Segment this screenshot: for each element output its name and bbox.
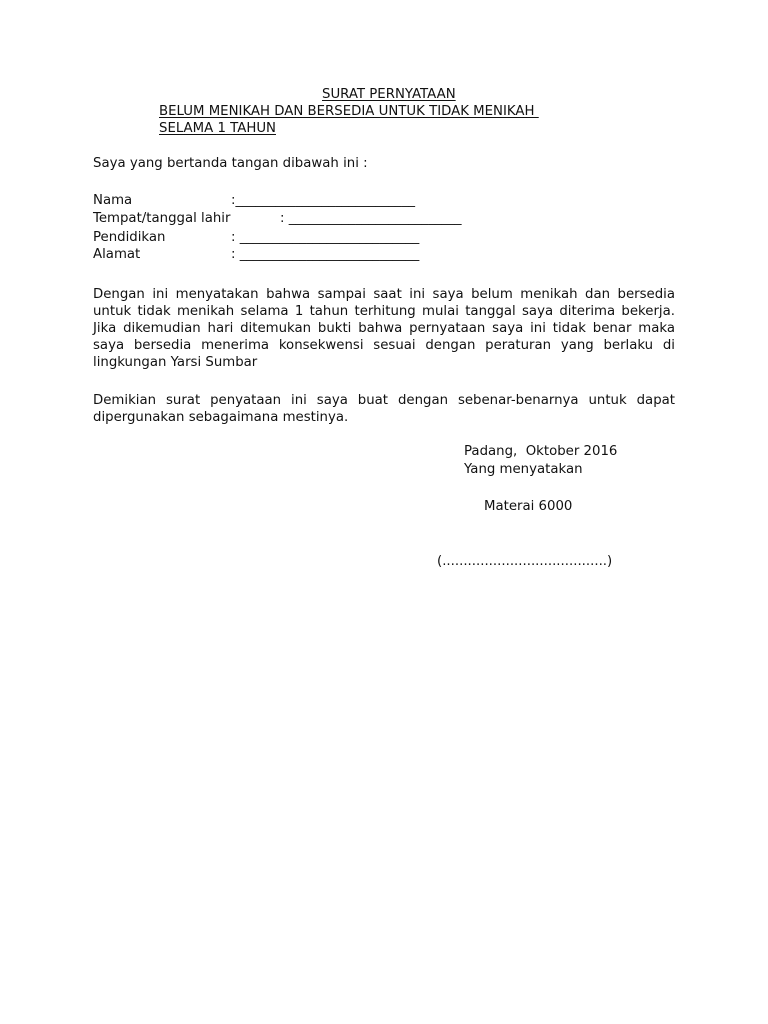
closing-paragraph: Demikian surat penyataan ini saya buat dengan sebenar-benarnya untuk dapat dipergunakan sebagaimana mestinya. [93,393,675,425]
statement-paragraph: Dengan ini menyatakan bahwa sampai saat ini saya belum menikah dan bersedia untuk tidak menikah selama 1 tahun terhitung mulai tanggal saya diterima bekerja. Jika dikemudian hari ditemukan bukti bahwa pernyataan saya ini tidak benar maka saya bersedia menerima konsekwensi sesuai dengan peraturan yang berlaku di lingkungan Yarsi Sumbar [93,287,675,370]
document-title: SURAT PERNYATAAN [322,87,456,102]
field-label-tempat-tanggal-lahir: Tempat/tanggal lahir [93,211,231,226]
field-line-alamat: : ___________________________ [231,247,420,262]
field-line-nama: :___________________________ [231,193,415,208]
signature-name-placeholder: (.......................................) [437,554,613,569]
field-label-alamat: Alamat [93,247,141,262]
document-subtitle-line-2: SELAMA 1 TAHUN [159,121,276,136]
document-subtitle-line-1: BELUM MENIKAH DAN BERSEDIA UNTUK TIDAK MENIKAH [159,104,539,119]
signature-role: Yang menyatakan [464,462,583,477]
field-label-pendidikan: Pendidikan [93,230,166,245]
signature-place-date: Padang, Oktober 2016 [464,444,618,459]
field-line-pendidikan: : ___________________________ [231,230,420,245]
intro-text: Saya yang bertanda tangan dibawah ini : [93,156,368,171]
stamp-duty-label: Materai 6000 [484,499,573,514]
field-line-tempat-tanggal-lahir: : __________________________ [280,211,462,226]
field-label-nama: Nama [93,193,133,208]
